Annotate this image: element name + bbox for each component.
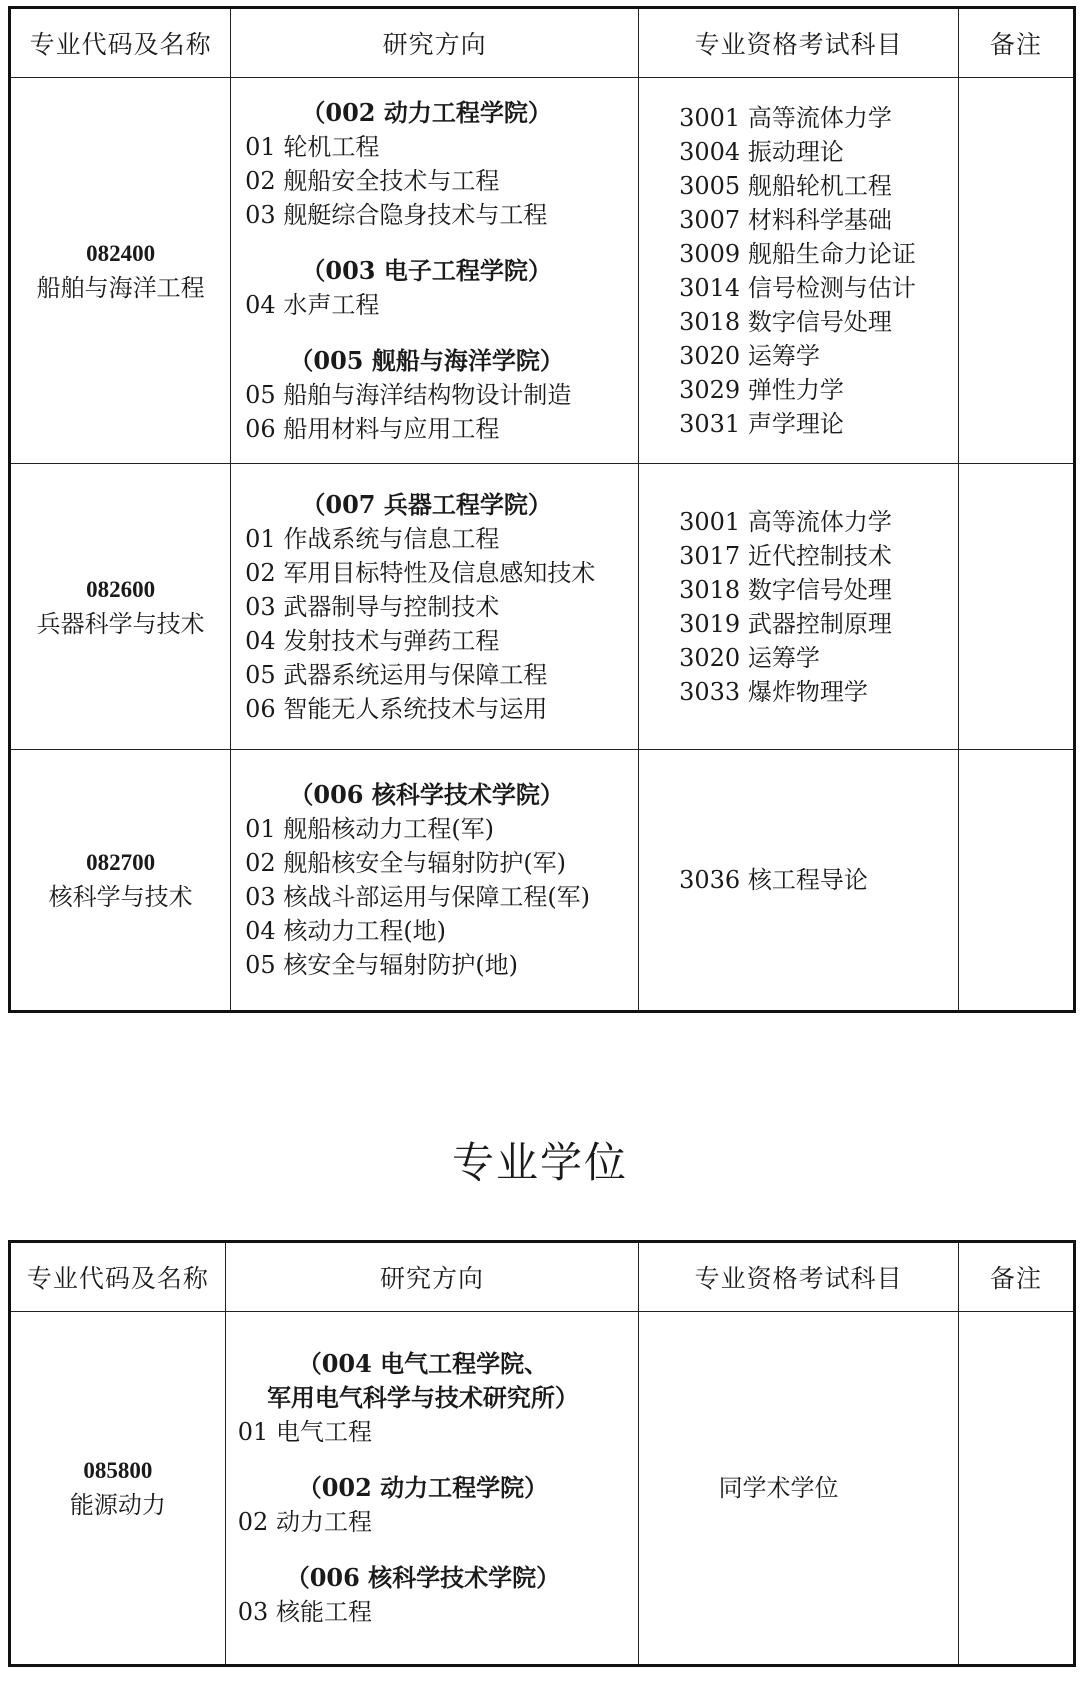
- header-code-name: 专业代码及名称: [10, 8, 231, 78]
- major-name: 船舶与海洋工程: [36, 273, 205, 302]
- exam-subject: 3007 材料科学基础: [679, 205, 892, 234]
- school-header: 军用电气科学与技术研究所）: [266, 1383, 579, 1412]
- school-group: [245, 254, 638, 322]
- school-header: （006 核科学技术学院）: [285, 1563, 561, 1592]
- research-direction-cell: [225, 1312, 638, 1666]
- table-header-row: [10, 1242, 1075, 1312]
- exam-subjects-cell: 同学术学位: [639, 1312, 959, 1666]
- table-row: [10, 78, 1075, 464]
- exam-subject: 3036 核工程导论: [679, 866, 868, 894]
- direction-item: 06 智能无人系统技术与运用: [245, 694, 548, 723]
- direction-item: 03 舰艇综合隐身技术与工程: [245, 200, 548, 229]
- school-group: [245, 344, 638, 446]
- direction-item: 02 舰船安全技术与工程: [245, 166, 500, 195]
- header-research-direction: 研究方向: [231, 8, 639, 78]
- exam-subject: 3001 高等流体力学: [679, 103, 892, 132]
- major-name: 能源动力: [69, 1491, 166, 1519]
- school-group: [245, 488, 638, 726]
- major-code-cell: [10, 750, 231, 1012]
- exam-subject: 3009 舰船生命力论证: [679, 239, 916, 268]
- school-group: [238, 1347, 638, 1449]
- professional-degree-table: [8, 1240, 1076, 1667]
- academic-degree-table: [8, 6, 1076, 1013]
- school-group: [245, 96, 638, 232]
- school-header: （006 核科学技术学院）: [289, 780, 564, 809]
- school-group: [238, 1471, 638, 1539]
- major-name: 核科学与技术: [48, 883, 193, 911]
- header-exam-subjects: 专业资格考试科目: [639, 1242, 959, 1312]
- table-header-row: [10, 8, 1075, 78]
- exam-subject: 3001 高等流体力学: [679, 507, 892, 536]
- direction-item: 02 动力工程: [237, 1508, 372, 1536]
- major-code: 082700: [86, 850, 156, 875]
- major-code-cell: [10, 1312, 226, 1666]
- exam-subject: 3005 舰船轮机工程: [679, 171, 892, 200]
- direction-item: 05 武器系统运用与保障工程: [245, 660, 548, 689]
- direction-item: 01 轮机工程: [245, 132, 380, 161]
- header-research-direction: 研究方向: [225, 1242, 638, 1312]
- exam-subject: 3031 声学理论: [679, 409, 844, 438]
- major-code: 085800: [83, 1458, 153, 1483]
- direction-item: 06 船用材料与应用工程: [245, 414, 500, 443]
- research-direction-cell: [231, 78, 639, 464]
- exam-subject: 3018 数字信号处理: [679, 575, 892, 604]
- direction-item: 03 武器制导与控制技术: [245, 592, 500, 621]
- school-header: （003 电子工程学院）: [301, 255, 552, 285]
- remarks-cell: [959, 464, 1075, 750]
- header-remarks: 备注: [959, 8, 1075, 78]
- major-code: 082400: [86, 240, 156, 266]
- remarks-cell: [959, 78, 1075, 464]
- header-remarks: 备注: [959, 1242, 1075, 1312]
- exam-subject: 3018 数字信号处理: [679, 307, 892, 336]
- school-group: [245, 778, 638, 982]
- table-row: [10, 464, 1075, 750]
- exam-subject: 3017 近代控制技术: [679, 541, 892, 570]
- research-direction-cell: [231, 750, 639, 1012]
- remarks-cell: [959, 750, 1075, 1012]
- table-row: [10, 750, 1075, 1012]
- exam-subject: 3004 振动理论: [679, 137, 844, 166]
- exam-subject: 3020 运筹学: [679, 643, 820, 672]
- section-title: 专业学位: [451, 1138, 628, 1187]
- exam-subject: 3019 武器控制原理: [679, 609, 892, 638]
- exam-subject: 3029 弹性力学: [679, 375, 844, 404]
- direction-item: 03 核战斗部运用与保障工程(军): [245, 883, 591, 911]
- direction-item: 02 舰船核安全与辐射防护(军): [245, 849, 567, 877]
- school-group: [238, 1561, 638, 1629]
- direction-item: 04 水声工程: [245, 290, 380, 319]
- direction-item: 01 作战系统与信息工程: [245, 524, 500, 553]
- remarks-cell: [959, 1312, 1075, 1666]
- exam-subjects-cell: [639, 78, 959, 464]
- major-code: 082600: [86, 576, 156, 602]
- direction-item: 04 核动力工程(地): [245, 917, 447, 945]
- exam-subjects-cell: [639, 464, 959, 750]
- direction-item: 03 核能工程: [237, 1598, 372, 1626]
- exam-subject: 3020 运筹学: [679, 341, 820, 370]
- table-row: [10, 1312, 1075, 1666]
- research-direction-cell: [231, 464, 639, 750]
- exam-subject: 3033 爆炸物理学: [679, 677, 868, 706]
- header-code-name: 专业代码及名称: [10, 1242, 226, 1312]
- direction-item: 05 船舶与海洋结构物设计制造: [245, 380, 572, 409]
- exam-subject: 3014 信号检测与估计: [679, 273, 916, 302]
- school-header: （005 舰船与海洋学院）: [289, 345, 564, 375]
- direction-item: 05 核安全与辐射防护(地): [245, 951, 519, 979]
- school-header: （002 动力工程学院）: [301, 97, 552, 127]
- school-header: （007 兵器工程学院）: [301, 489, 552, 519]
- major-code-cell: [10, 464, 231, 750]
- direction-item: 01 电气工程: [237, 1418, 372, 1446]
- direction-item: 01 舰船核动力工程(军): [245, 815, 495, 843]
- major-name: 兵器科学与技术: [36, 609, 205, 638]
- major-code-cell: [10, 78, 231, 464]
- school-header: （002 动力工程学院）: [297, 1473, 549, 1502]
- exam-subjects-cell: [639, 750, 959, 1012]
- direction-item: 04 发射技术与弹药工程: [245, 626, 500, 655]
- direction-item: 02 军用目标特性及信息感知技术: [245, 558, 596, 587]
- header-exam-subjects: 专业资格考试科目: [639, 8, 959, 78]
- school-header: （004 电气工程学院、: [297, 1349, 549, 1378]
